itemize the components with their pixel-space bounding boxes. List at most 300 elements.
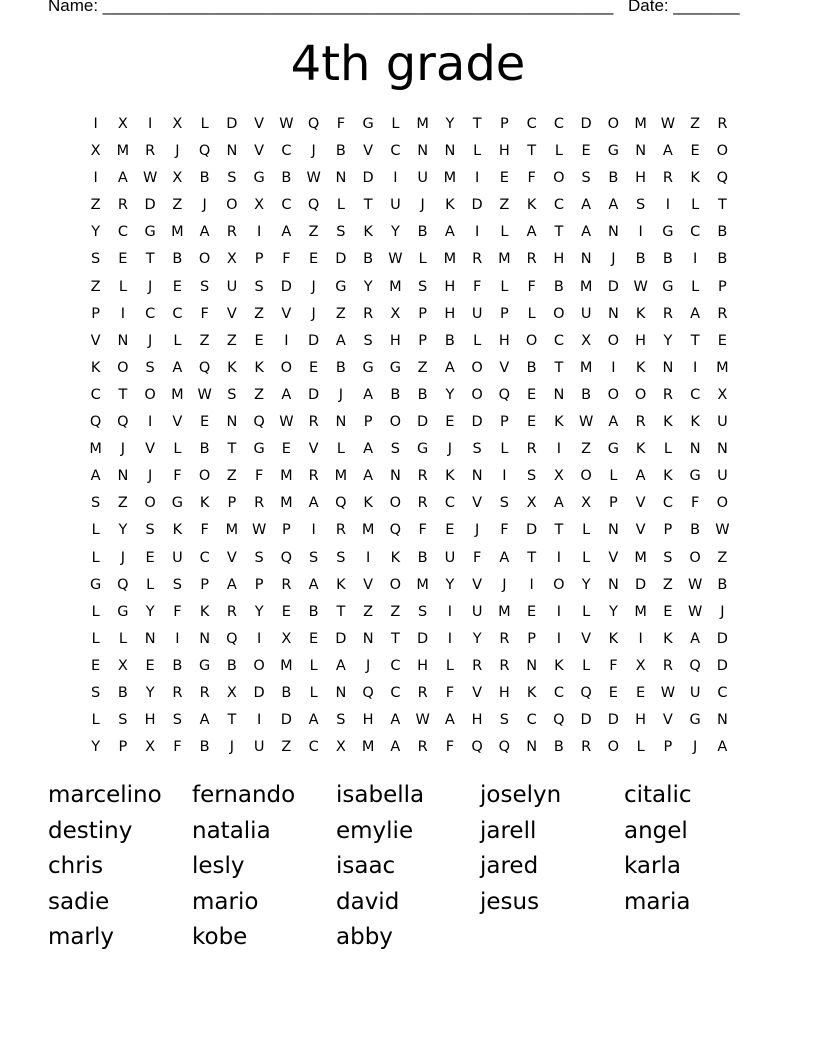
grid-letter: V — [472, 495, 483, 512]
grid-letter: P — [418, 305, 427, 322]
grid-letter: D — [716, 657, 728, 674]
grid-letter: R — [308, 468, 319, 485]
grid-letter: R — [499, 630, 510, 647]
grid-letter: F — [527, 278, 536, 295]
grid-letter: E — [172, 278, 182, 295]
grid-letter: W — [633, 278, 648, 295]
grid-letter: M — [225, 522, 239, 539]
grid-letter: R — [117, 197, 128, 214]
grid-letter: L — [91, 549, 100, 566]
grid-letter: X — [172, 116, 183, 132]
grid-letter: L — [582, 603, 591, 620]
grid-letter: V — [581, 630, 592, 647]
grid-letter: L — [636, 739, 645, 756]
grid-letter: G — [253, 441, 265, 458]
grid-letter: Y — [91, 224, 101, 241]
grid-letter: L — [91, 630, 100, 647]
grid-letter: G — [607, 441, 619, 458]
grid-letter: I — [311, 522, 316, 539]
grid-letter: K — [608, 630, 619, 647]
word-bank-item: isabella — [336, 782, 425, 808]
word-bank-item: mario — [192, 888, 259, 915]
grid-letter: U — [580, 305, 592, 322]
grid-letter: L — [582, 549, 591, 566]
grid-letter: R — [662, 305, 673, 322]
grid-letter: V — [145, 441, 156, 458]
grid-letter: O — [553, 170, 565, 187]
grid-letter: O — [389, 414, 402, 431]
grid-letter: B — [281, 684, 292, 701]
grid-letter: A — [117, 170, 128, 187]
grid-letter: U — [172, 549, 183, 566]
grid-letter: V — [608, 549, 619, 566]
grid-letter: A — [526, 224, 537, 241]
grid-letter: W — [687, 603, 703, 620]
grid-letter: J — [147, 278, 153, 295]
grid-letter: N — [226, 143, 238, 160]
grid-letter: E — [690, 143, 700, 160]
grid-letter: N — [580, 251, 592, 268]
grid-letter: S — [172, 576, 182, 593]
grid-letter: P — [200, 576, 209, 593]
grid-letter: M — [443, 170, 457, 187]
grid-letter: R — [172, 684, 183, 701]
grid-letter: S — [336, 712, 346, 729]
grid-letter: T — [363, 197, 373, 214]
grid-letter: A — [444, 224, 455, 241]
grid-letter: L — [146, 576, 155, 593]
grid-letter: O — [117, 359, 129, 376]
grid-letter: S — [499, 495, 509, 512]
grid-letter: C — [390, 684, 401, 701]
grid-letter: A — [335, 332, 346, 349]
grid-letter: R — [226, 224, 237, 241]
grid-letter: N — [607, 305, 619, 322]
grid-letter: O — [553, 305, 565, 322]
grid-letter: S — [145, 522, 155, 539]
grid-letter: U — [471, 305, 483, 322]
grid-letter: I — [474, 170, 480, 187]
grid-letter: Q — [498, 386, 511, 403]
grid-letter: F — [445, 684, 455, 701]
grid-letter: O — [471, 359, 483, 376]
grid-letter: C — [199, 549, 210, 566]
grid-letter: A — [226, 576, 237, 593]
grid-letter: K — [663, 414, 673, 431]
grid-letter: D — [308, 332, 320, 349]
grid-letter: O — [580, 468, 592, 485]
grid-letter: K — [199, 603, 210, 620]
grid-letter: N — [389, 468, 401, 485]
grid-letter: G — [689, 468, 701, 485]
grid-letter: Q — [253, 414, 265, 431]
word-bank-item: fernando — [192, 782, 296, 808]
grid-letter: T — [118, 386, 128, 403]
grid-letter: P — [500, 305, 509, 322]
grid-letter: B — [117, 684, 128, 701]
grid-letter: Q — [307, 116, 320, 132]
grid-letter: N — [607, 224, 619, 241]
grid-letter: L — [663, 441, 672, 458]
grid-letter: G — [662, 224, 674, 241]
grid-letter: N — [526, 657, 538, 674]
grid-letter: W — [251, 522, 267, 539]
grid-letter: I — [175, 630, 180, 647]
grid-letter: A — [281, 224, 292, 241]
grid-letter: Z — [499, 197, 510, 214]
grid-letter: D — [253, 684, 265, 701]
grid-letter: B — [172, 251, 183, 268]
grid-letter: E — [118, 251, 128, 268]
grid-letter: X — [581, 332, 592, 349]
grid-letter: I — [529, 576, 534, 593]
grid-letter: A — [581, 224, 592, 241]
grid-letter: C — [308, 739, 319, 756]
grid-letter: E — [717, 332, 727, 349]
grid-letter: G — [171, 495, 183, 512]
grid-letter: R — [662, 170, 673, 187]
grid-letter: F — [527, 170, 536, 187]
word-bank-item: natalia — [192, 817, 271, 844]
grid-letter: J — [175, 143, 180, 160]
grid-letter: Q — [117, 576, 129, 593]
grid-letter: N — [526, 739, 538, 756]
grid-letter: W — [388, 251, 403, 268]
grid-letter: B — [417, 386, 428, 403]
grid-letter: G — [689, 712, 701, 729]
grid-letter: G — [607, 143, 619, 160]
grid-letter: T — [554, 224, 564, 241]
grid-letter: U — [471, 603, 483, 620]
grid-letter: A — [581, 197, 592, 214]
grid-letter: R — [472, 251, 483, 268]
grid-letter: L — [500, 224, 509, 241]
grid-letter: M — [171, 224, 184, 241]
grid-letter: B — [172, 657, 183, 674]
grid-letter: L — [473, 143, 482, 160]
grid-letter: E — [581, 143, 591, 160]
grid-letter: O — [253, 657, 265, 674]
grid-letter: F — [173, 468, 182, 485]
grid-letter: F — [609, 657, 618, 674]
grid-letter: L — [445, 657, 454, 674]
grid-letter: O — [689, 549, 701, 566]
grid-letter: J — [611, 251, 616, 268]
grid-letter: F — [200, 522, 209, 539]
grid-letter: A — [281, 386, 292, 403]
grid-letter: L — [582, 657, 591, 674]
grid-letter: H — [635, 332, 647, 349]
grid-letter: J — [338, 386, 344, 403]
grid-letter: O — [525, 332, 538, 349]
word-bank-item: citalic — [624, 782, 692, 808]
grid-letter: K — [554, 414, 564, 431]
grid-letter: T — [527, 143, 537, 160]
grid-letter: V — [472, 684, 483, 701]
grid-letter: X — [335, 739, 346, 756]
grid-letter: Q — [280, 549, 293, 566]
grid-letter: P — [609, 495, 618, 512]
grid-letter: N — [117, 468, 129, 485]
grid-letter: W — [279, 414, 294, 431]
grid-letter: D — [716, 630, 728, 647]
grid-letter: M — [361, 522, 375, 539]
grid-letter: Z — [254, 305, 265, 322]
grid-letter: W — [197, 386, 212, 403]
grid-letter: S — [200, 278, 210, 295]
grid-letter: M — [116, 143, 130, 160]
grid-letter: U — [717, 468, 728, 485]
grid-letter: V — [226, 305, 237, 322]
name-field-label: Name: ______________________________________________________ — [48, 0, 614, 15]
grid-letter: N — [362, 630, 374, 647]
grid-letter: C — [281, 197, 292, 214]
grid-letter: J — [311, 278, 316, 295]
grid-letter: R — [417, 684, 428, 701]
grid-letter: A — [690, 305, 701, 322]
grid-letter: M — [334, 468, 348, 485]
word-bank-item: lesly — [192, 853, 245, 880]
grid-letter: Q — [689, 657, 701, 674]
word-bank-item: marly — [48, 924, 114, 951]
grid-letter: A — [308, 495, 319, 512]
grid-letter: O — [226, 197, 238, 214]
grid-letter: S — [227, 386, 237, 403]
word-bank-item: joselyn — [480, 782, 562, 808]
grid-letter: R — [581, 739, 592, 756]
grid-letter: R — [662, 657, 673, 674]
grid-letter: R — [662, 386, 673, 403]
grid-letter: J — [147, 468, 153, 485]
grid-letter: R — [472, 657, 483, 674]
grid-letter: X — [145, 739, 156, 756]
grid-letter: U — [444, 549, 456, 566]
grid-letter: A — [608, 197, 619, 214]
grid-letter: Z — [281, 739, 292, 756]
grid-letter: L — [173, 332, 182, 349]
grid-letter: B — [635, 251, 646, 268]
grid-letter: K — [663, 630, 673, 647]
grid-letter: A — [308, 712, 319, 729]
grid-letter: X — [281, 630, 292, 647]
grid-letter: I — [611, 359, 616, 376]
grid-letter: R — [717, 305, 728, 322]
grid-letter: P — [418, 332, 427, 349]
grid-letter: X — [172, 170, 183, 187]
grid-letter: Z — [690, 116, 701, 132]
grid-letter: P — [663, 522, 673, 539]
grid-letter: J — [311, 305, 316, 322]
grid-letter: A — [390, 712, 401, 729]
grid-letter: L — [500, 441, 509, 458]
grid-letter: J — [120, 441, 126, 458]
grid-letter: S — [254, 549, 264, 566]
grid-letter: Y — [254, 603, 264, 620]
grid-letter: N — [199, 630, 211, 647]
grid-letter: R — [199, 684, 210, 701]
grid-letter: Q — [198, 359, 211, 376]
grid-letter: Q — [226, 630, 238, 647]
grid-letter: B — [553, 739, 564, 756]
grid-letter: L — [609, 468, 618, 485]
grid-letter: K — [199, 495, 210, 512]
grid-letter: P — [363, 414, 373, 431]
grid-letter: B — [199, 170, 210, 187]
grid-letter: V — [226, 549, 237, 566]
grid-letter: L — [582, 522, 591, 539]
grid-letter: O — [553, 576, 565, 593]
grid-letter: D — [471, 414, 483, 431]
grid-letter: S — [254, 278, 264, 295]
grid-letter: X — [117, 657, 128, 674]
grid-letter: S — [418, 278, 428, 295]
grid-letter: Z — [662, 576, 673, 593]
grid-letter: X — [226, 684, 237, 701]
grid-letter: F — [254, 468, 264, 485]
grid-letter: F — [173, 739, 182, 756]
grid-letter: N — [662, 359, 674, 376]
grid-letter: L — [500, 278, 509, 295]
grid-letter: C — [690, 224, 701, 241]
grid-letter: I — [692, 359, 698, 376]
grid-letter: U — [390, 197, 401, 214]
grid-letter: N — [226, 414, 238, 431]
grid-letter: O — [471, 386, 483, 403]
grid-letter: V — [472, 576, 483, 593]
grid-letter: L — [527, 305, 536, 322]
grid-letter: X — [90, 143, 101, 160]
grid-letter: F — [200, 305, 209, 322]
grid-letter: A — [662, 143, 673, 160]
grid-letter: Q — [716, 170, 729, 187]
grid-letter: I — [284, 332, 289, 349]
grid-letter: D — [607, 712, 619, 729]
grid-letter: B — [417, 549, 428, 566]
grid-letter: Q — [471, 739, 483, 756]
grid-letter: Y — [91, 739, 101, 756]
grid-letter: O — [389, 576, 402, 593]
grid-letter: O — [144, 386, 156, 403]
grid-letter: C — [526, 712, 537, 729]
grid-letter: P — [500, 414, 509, 431]
grid-letter: T — [336, 603, 346, 620]
grid-letter: L — [418, 251, 427, 268]
grid-letter: M — [579, 278, 593, 295]
grid-letter: E — [309, 630, 319, 647]
grid-letter: I — [556, 549, 562, 566]
grid-letter: O — [607, 739, 620, 756]
grid-letter: K — [554, 657, 564, 674]
grid-letter: Y — [608, 603, 618, 620]
grid-letter: U — [417, 170, 428, 187]
grid-letter: E — [281, 441, 291, 458]
grid-letter: P — [718, 278, 727, 295]
grid-letter: N — [335, 170, 347, 187]
grid-letter: D — [144, 197, 156, 214]
grid-letter: I — [93, 116, 98, 132]
grid-letter: C — [690, 386, 701, 403]
grid-letter: L — [309, 657, 318, 674]
grid-letter: L — [691, 278, 700, 295]
grid-letter: O — [634, 386, 647, 403]
grid-letter: R — [417, 468, 428, 485]
grid-letter: Q — [553, 712, 565, 729]
grid-letter: Y — [390, 224, 400, 241]
grid-letter: A — [690, 630, 701, 647]
grid-letter: Y — [145, 603, 155, 620]
grid-letter: N — [689, 441, 701, 458]
grid-letter: H — [471, 712, 483, 729]
grid-letter: M — [634, 116, 647, 132]
grid-letter: H — [498, 684, 510, 701]
grid-letter: D — [471, 197, 483, 214]
grid-letter: I — [147, 414, 153, 431]
grid-letter: S — [91, 251, 101, 268]
grid-letter: C — [662, 495, 673, 512]
grid-letter: Z — [717, 549, 728, 566]
grid-letter: S — [663, 549, 673, 566]
grid-letter: V — [363, 143, 374, 160]
grid-letter: L — [91, 712, 100, 729]
grid-letter: M — [280, 468, 293, 485]
grid-letter: E — [145, 549, 155, 566]
grid-letter: X — [553, 468, 564, 485]
grid-letter: Z — [335, 305, 346, 322]
grid-letter: H — [389, 332, 401, 349]
grid-letter: O — [389, 495, 402, 512]
grid-letter: F — [445, 739, 455, 756]
grid-letter: O — [716, 495, 729, 512]
grid-letter: F — [282, 251, 291, 268]
grid-letter: V — [281, 305, 292, 322]
grid-letter: V — [308, 441, 319, 458]
grid-letter: R — [145, 143, 156, 160]
grid-letter: F — [472, 278, 482, 295]
grid-letter: J — [474, 522, 480, 539]
grid-letter: J — [229, 739, 235, 756]
grid-letter: S — [91, 684, 101, 701]
grid-letter: I — [556, 441, 562, 458]
grid-letter: H — [362, 712, 374, 729]
grid-letter: N — [553, 386, 565, 403]
grid-letter: I — [365, 549, 371, 566]
grid-letter: J — [120, 549, 126, 566]
grid-letter: Y — [118, 522, 128, 539]
word-bank-item: angel — [624, 817, 688, 844]
grid-letter: I — [256, 224, 262, 241]
grid-letter: V — [363, 576, 374, 593]
grid-letter: Z — [390, 603, 401, 620]
grid-letter: K — [635, 359, 646, 376]
grid-letter: I — [638, 630, 643, 647]
grid-letter: E — [636, 684, 646, 701]
grid-letter: S — [363, 332, 373, 349]
grid-letter: E — [309, 251, 319, 268]
grid-letter: Y — [445, 576, 455, 593]
grid-letter: L — [173, 441, 182, 458]
grid-letter: F — [418, 522, 427, 539]
grid-letter: J — [311, 143, 316, 160]
grid-letter: J — [720, 603, 725, 620]
grid-letter: R — [417, 495, 428, 512]
grid-letter: D — [335, 630, 347, 647]
grid-letter: S — [336, 224, 346, 241]
grid-letter: L — [554, 143, 563, 160]
grid-letter: O — [198, 468, 211, 485]
grid-letter: S — [418, 603, 428, 620]
grid-letter: H — [417, 657, 429, 674]
grid-letter: B — [226, 657, 237, 674]
